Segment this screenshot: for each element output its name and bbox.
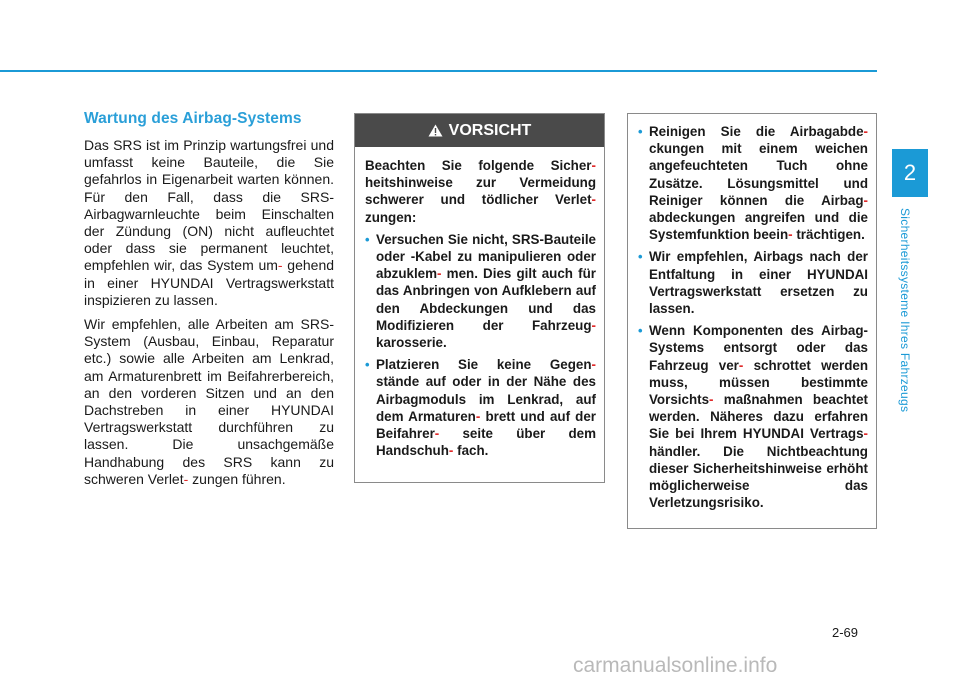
section-title: Wartung des Airbag-Systems: [84, 110, 302, 127]
warning-triangle-icon: [428, 124, 443, 137]
caution-continuation-box: [627, 113, 877, 529]
bullet-dot: •: [638, 323, 643, 339]
caution-box: [354, 113, 605, 483]
bullet-dot: •: [365, 357, 370, 373]
main-column: [84, 110, 334, 495]
caution-intro: Beachten Sie folgende Sicher- heitshinweise zur Vermeidung schwerer und tödlicher Verlet- zungen:: [365, 158, 596, 225]
body-paragraph-1: Das SRS ist im Prinzip wartungsfrei und umfasst keine Bauteile, die Sie gefahrlos in Eigenarbeit warten können. Für den Fall, dass die SRS-Airbagwarnleuchte beim Einschalten der Zündung (ON) nicht aufleuchtet oder dass sie permanent leuchtet, empfehlen wir, das System um- gehend in einer HYUNDAI Vertragswerkstatt inspizieren zu lassen.: [84, 137, 335, 308]
top-rule: [0, 70, 877, 72]
right-bullet-3: • Wenn Komponenten des Airbag- Systems entsorgt oder das Fahrzeug ver- schrottet werden muss, müssen bestimmte Vorsichts- maßnahmen beachtet werden. Näheres dazu erfahren Sie bei Ihrem HYUNDAI Vertrags- händler. Die Nichtbeachtung dieser Sicherheitshinweise erhöht möglicherweise das Verletzungsrisiko.: [638, 323, 868, 511]
body-paragraph-2: Wir empfehlen, alle Arbeiten am SRS-System (Ausbau, Einbau, Reparatur etc.) sowie alle Arbeiten am Lenkrad, am Armaturenbrett im Beifahrerbereich, an den vorderen Sitzen und an den Dachstreben in einer HYUNDAI Vertragswerkstatt durchführen zu lassen. Die unsachgemäße Handhabung des SRS kann zu schweren Verlet- zungen führen.: [84, 316, 334, 487]
right-bullet-1: • Reinigen Sie die Airbagabde- ckungen mit einem weichen angefeuchteten Tuch ohne Zusätze. Lösungsmittel und Reiniger können die Airbag- abdeckungen angreifen und die Systemfunktion beein- trächtigen.: [638, 124, 868, 243]
page-number: 2-69: [832, 625, 859, 640]
hyphen: -: [183, 470, 189, 487]
caution-bullet-2: • Platzieren Sie keine Gegen- stände auf oder in der Nähe des Airbagmoduls im Lenkrad, auf dem Armaturen- brett und auf der Beifahrer- seite über dem Handschuh- fach.: [365, 357, 596, 459]
chapter-label: Sicherheitssysteme Ihres Fahrzeugs: [898, 208, 912, 413]
right-bullet-2: • Wir empfehlen, Airbags nach der Entfaltung in einer HYUNDAI Vertragswerkstatt ersetzen zu lassen.: [638, 249, 868, 317]
hyphen: -: [277, 257, 283, 274]
bullet-dot: •: [638, 249, 643, 265]
bullet-dot: •: [638, 124, 643, 139]
caution-bullet-1: • Versuchen Sie nicht, SRS-Bauteile oder -Kabel zu manipulieren oder abzuklem- men. Dies gilt auch für das Anbringen von Aufklebern auf den Abdeckungen und das Modifizieren der Fahrzeug- karosserie.: [365, 231, 596, 351]
chapter-tab: 2: [892, 149, 928, 197]
bullet-dot: •: [365, 231, 370, 247]
caution-content: [355, 147, 604, 459]
caution-header: [355, 114, 604, 147]
caution-title: VORSICHT: [448, 121, 532, 139]
watermark: carmanualsonline.info: [573, 654, 778, 677]
